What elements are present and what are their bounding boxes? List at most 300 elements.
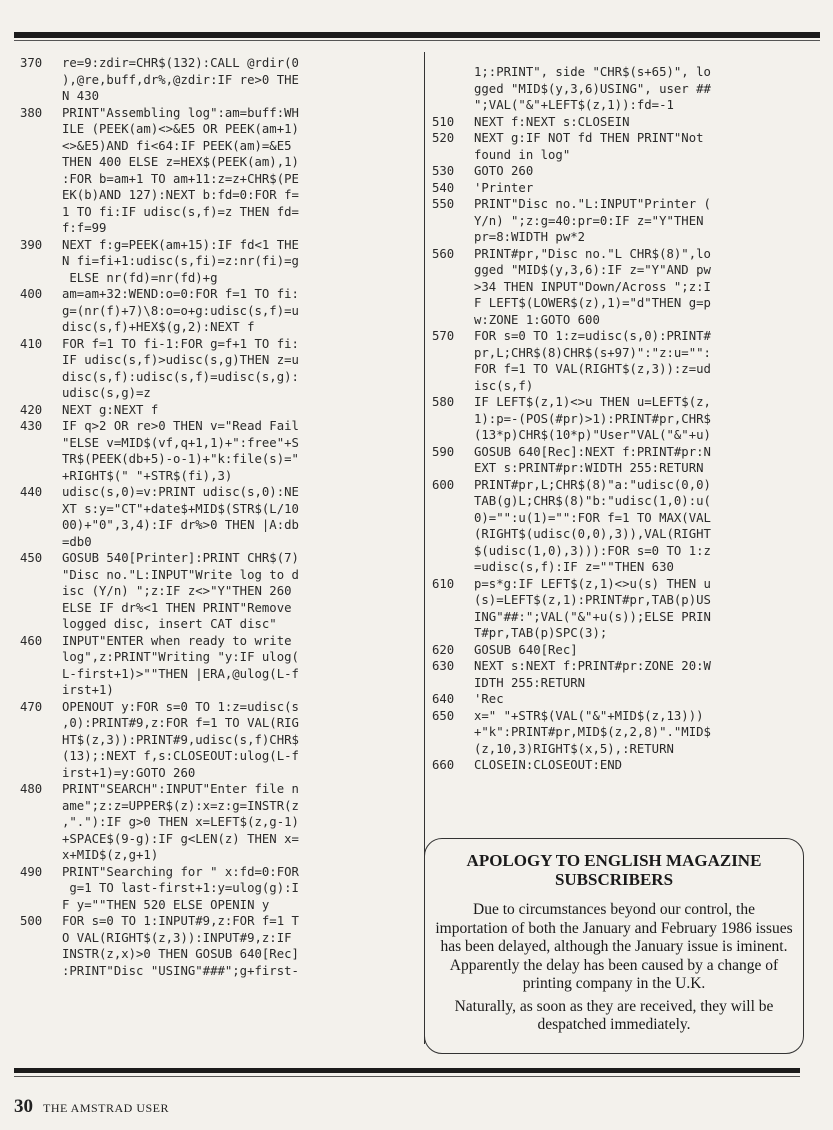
code-text: EK(b)AND 127):NEXT b:fd=0:FOR f= (62, 188, 299, 202)
code-line (432, 510, 824, 527)
code-line (432, 576, 824, 593)
code-text: gged "MID$(y,3,6):IF z="Y"AND pw (474, 263, 711, 277)
line-number: 390 (20, 237, 43, 252)
code-line (20, 534, 416, 551)
line-number (20, 963, 62, 980)
code-text: FOR f=1 TO fi-1:FOR g=f+1 TO fi: (62, 336, 299, 351)
code-line (432, 444, 824, 461)
code-text: ELSE IF dr%<1 THEN PRINT"Remove (62, 600, 292, 615)
line-number (432, 81, 474, 98)
line-number (20, 831, 62, 848)
code-text: TAB(g)L;CHR$(8)"b:"udisc(1,0):u( (474, 494, 711, 508)
code-text: 00)+"0",3,4):IF dr%>0 THEN |A:db (62, 518, 299, 532)
code-text: (13);:NEXT f,s:CLOSEOUT:ulog(L-f (62, 749, 299, 763)
code-text: INPUT"ENTER when ready to write (62, 633, 292, 648)
line-number (20, 171, 62, 188)
code-line (432, 394, 824, 411)
line-number (20, 204, 62, 221)
line-number: 430 (20, 419, 43, 433)
code-line (432, 130, 824, 147)
code-line (20, 319, 416, 336)
code-line (432, 559, 824, 576)
code-line (432, 180, 824, 197)
bottom-rule (14, 1068, 800, 1073)
line-number (20, 517, 62, 534)
code-text: g=(nr(f)+7)\8:o=o+g:udisc(s,f)=u (62, 303, 299, 318)
line-number (20, 451, 62, 468)
code-text: re=9:zdir=CHR$(132):CALL @rdir(0 (62, 56, 299, 70)
line-number: 420 (20, 402, 43, 417)
code-line (432, 345, 824, 362)
code-line (432, 741, 824, 758)
line-number (20, 369, 62, 386)
code-text: isc(s,f) (474, 378, 534, 393)
code-text: =db0 (62, 534, 92, 549)
code-line (432, 708, 824, 725)
line-number (432, 559, 474, 576)
code-line (20, 946, 416, 963)
line-number (432, 97, 474, 114)
top-rule-thin (14, 40, 820, 41)
code-text: PRINT#pr,"Disc no."L CHR$(8)",lo (474, 246, 711, 261)
code-line (20, 517, 416, 534)
code-line (20, 666, 416, 683)
code-line (20, 600, 416, 617)
code-line (20, 930, 416, 947)
line-number (20, 319, 62, 336)
code-line (20, 402, 416, 419)
code-text: FOR s=0 TO 1:INPUT#9,z:FOR f=1 T (62, 914, 299, 928)
code-text: :PRINT"Disc "USING"###";g+first- (62, 963, 299, 978)
code-line (20, 583, 416, 600)
code-text: FOR f=1 TO VAL(RIGHT$(z,3)):z=ud (474, 362, 711, 376)
code-line (432, 147, 824, 164)
notice-paragraph-2: Naturally, as soon as they are received, they will be despatched immediately. (454, 997, 774, 1033)
code-text: IF q>2 OR re>0 THEN v="Read Fail (62, 419, 299, 433)
code-line (432, 279, 824, 296)
line-number: 530 (432, 164, 455, 178)
code-line (20, 567, 416, 584)
code-line (20, 154, 416, 171)
code-text: N 430 (62, 89, 100, 103)
code-text: 1):p=-(POS(#pr)>1):PRINT#pr,CHR$ (474, 411, 711, 426)
line-number (432, 279, 474, 296)
line-number (20, 897, 62, 914)
line-number: 380 (20, 105, 43, 120)
code-line (20, 798, 416, 815)
top-rule (14, 32, 820, 38)
code-line (20, 270, 416, 287)
line-number (432, 592, 474, 609)
code-text: GOTO 260 (474, 164, 534, 178)
line-number (20, 72, 62, 89)
line-number (432, 411, 474, 428)
right-listing-column (432, 64, 824, 774)
code-text: +"k":PRINT#pr,MID$(z,2,8)"."MID$ (474, 725, 711, 739)
code-text: 1;:PRINT", side "CHR$(s+65)", lo (474, 65, 711, 79)
code-line (20, 748, 416, 765)
code-line (20, 649, 416, 666)
code-text: x=" "+STR$(VAL("&"+MID$(z,13))) (474, 708, 704, 723)
code-line (432, 411, 824, 428)
code-line (432, 691, 824, 708)
line-number: 450 (20, 551, 43, 565)
code-text: ,0):PRINT#9,z:FOR f=1 TO VAL(RIG (62, 716, 299, 730)
code-line (432, 625, 824, 642)
code-line (432, 427, 824, 444)
code-text: IF LEFT$(z,1)<>u THEN u=LEFT$(z, (474, 395, 711, 409)
line-number (432, 345, 474, 362)
code-line (20, 336, 416, 353)
code-text: T#pr,TAB(p)SPC(3); (474, 626, 608, 640)
line-number (20, 583, 62, 600)
line-number (20, 880, 62, 897)
code-line (20, 765, 416, 782)
code-line (432, 642, 824, 659)
bottom-rule-thin (14, 1076, 800, 1077)
code-text: L-first+1)>""THEN |ERA,@ulog(L-f (62, 666, 299, 681)
code-line (432, 229, 824, 246)
code-line (432, 724, 824, 741)
code-line (20, 352, 416, 369)
line-number: 500 (20, 914, 43, 928)
code-line (20, 732, 416, 749)
code-text: udisc(s,g)=z (62, 386, 151, 400)
line-number (20, 352, 62, 369)
line-number: 600 (432, 477, 455, 492)
code-text: ILE (PEEK(am)<>&E5 OR PEEK(am+1) (62, 122, 299, 136)
code-text: NEXT g:NEXT f (62, 402, 159, 417)
code-line (432, 312, 824, 329)
line-number (432, 64, 474, 81)
line-number (20, 253, 62, 270)
publication-name: THE AMSTRAD USER (43, 1101, 170, 1115)
line-number (432, 493, 474, 510)
code-text: PRINT"Searching for " x:fd=0:FOR (62, 864, 299, 879)
code-text: PRINT#pr,L;CHR$(8)"a:"udisc(0,0) (474, 477, 711, 492)
line-number (20, 435, 62, 452)
page-footer (14, 1096, 169, 1118)
code-text: EXT s:PRINT#pr:WIDTH 255:RETURN (474, 461, 704, 475)
line-number: 510 (432, 114, 455, 129)
code-line (20, 105, 416, 122)
code-text: NEXT s:NEXT f:PRINT#pr:ZONE 20:W (474, 659, 711, 673)
line-number (20, 798, 62, 815)
code-line (20, 633, 416, 650)
code-line (432, 592, 824, 609)
code-line (20, 237, 416, 254)
code-line (20, 369, 416, 386)
code-line (20, 616, 416, 633)
line-number: 570 (432, 329, 455, 343)
line-number (20, 138, 62, 155)
line-number: 440 (20, 485, 43, 499)
code-text: GOSUB 640[Rec]:NEXT f:PRINT#pr:N (474, 444, 711, 459)
code-text: gged "MID$(y,3,6)USING", user ## (474, 81, 711, 96)
code-line (20, 880, 416, 897)
line-number (20, 121, 62, 138)
code-line (20, 121, 416, 138)
code-text: =udisc(s,f):IF z=""THEN 630 (474, 560, 674, 574)
line-number: 490 (20, 864, 43, 879)
code-text: pr,L;CHR$(8)CHR$(s+97)":"z:u="": (474, 345, 711, 360)
code-text: "ELSE v=MID$(vf,q+1,1)+":free"+S (62, 435, 299, 450)
code-line (432, 196, 824, 213)
code-text: ame";z:z=UPPER$(z):x=z:g=INSTR(z (62, 798, 299, 813)
line-number (20, 814, 62, 831)
code-line (20, 468, 416, 485)
line-number (20, 600, 62, 617)
code-line (20, 253, 416, 270)
line-number (20, 270, 62, 287)
code-text: irst+1)=y:GOTO 260 (62, 765, 196, 780)
code-line (432, 361, 824, 378)
code-text: udisc(s,0)=v:PRINT udisc(s,0):NE (62, 485, 299, 499)
code-line (20, 550, 416, 567)
code-line (432, 81, 824, 98)
line-number (20, 567, 62, 584)
line-number: 460 (20, 633, 43, 648)
code-text: ,"."):IF g>0 THEN x=LEFT$(z,g-1) (62, 815, 299, 829)
line-number (20, 732, 62, 749)
line-number (432, 625, 474, 642)
line-number: 470 (20, 699, 43, 714)
code-text: N fi=fi+1:udisc(s,fi)=z:nr(fi)=g (62, 254, 299, 268)
line-number (432, 460, 474, 477)
code-text: THEN 400 ELSE z=HEX$(PEEK(am),1) (62, 155, 299, 169)
code-text: 'Printer (474, 180, 534, 195)
code-text: 'Rec (474, 692, 504, 706)
line-number (20, 220, 62, 237)
notice-title: APOLOGY TO ENGLISH MAGAZINE SUBSCRIBERS (466, 851, 762, 889)
code-line (20, 451, 416, 468)
line-number (20, 501, 62, 518)
code-text: F LEFT$(LOWER$(z),1)="d"THEN g=p (474, 296, 711, 310)
code-line (20, 171, 416, 188)
code-line (432, 757, 824, 774)
line-number: 520 (432, 131, 455, 145)
code-line (20, 831, 416, 848)
line-number: 580 (432, 395, 455, 409)
code-text: <>&E5)AND fi<64:IF PEEK(am)=&E5 (62, 138, 292, 153)
line-number (20, 930, 62, 947)
line-number (432, 609, 474, 626)
code-line (432, 328, 824, 345)
code-text: ING"##:";VAL("&"+u(s));ELSE PRIN (474, 609, 711, 624)
line-number (20, 946, 62, 963)
line-number (432, 213, 474, 230)
line-number: 640 (432, 692, 455, 706)
code-text: logged disc, insert CAT disc" (62, 617, 277, 631)
line-number: 550 (432, 197, 455, 211)
code-line (432, 526, 824, 543)
notice-paragraph-1: Due to circumstances beyond our control, the importation of both the January and February 1986 issues has been delayed, although the January issue is iminent. Apparently the delay has been caused by a change of printing company in the U.K. (435, 901, 793, 992)
code-text: :FOR b=am+1 TO am+11:z=z+CHR$(PE (62, 171, 299, 186)
code-line (20, 814, 416, 831)
code-line (432, 609, 824, 626)
line-number (432, 262, 474, 279)
code-line (20, 682, 416, 699)
line-number: 400 (20, 287, 43, 301)
line-number (432, 724, 474, 741)
code-text: IDTH 255:RETURN (474, 675, 586, 690)
code-text: (RIGHT$(udisc(0,0),3)),VAL(RIGHT (474, 527, 711, 541)
line-number: 610 (432, 576, 455, 591)
code-text: (s)=LEFT$(z,1):PRINT#pr,TAB(p)US (474, 593, 711, 607)
line-number (20, 616, 62, 633)
line-number (432, 526, 474, 543)
code-text: isc (Y/n) ";z:IF z<>"Y"THEN 260 (62, 584, 292, 598)
code-line (432, 460, 824, 477)
line-number: 540 (432, 180, 455, 195)
code-line (20, 913, 416, 930)
code-line (432, 658, 824, 675)
left-listing-column (20, 55, 416, 979)
code-line (20, 864, 416, 881)
code-text: PRINT"Disc no."L:INPUT"Printer ( (474, 197, 711, 211)
line-number: 650 (432, 708, 455, 723)
code-line (432, 114, 824, 131)
code-line (432, 295, 824, 312)
code-line (20, 138, 416, 155)
code-text: (z,10,3)RIGHT$(x,5),:RETURN (474, 741, 674, 756)
line-number: 560 (432, 246, 455, 261)
code-line (20, 303, 416, 320)
line-number (432, 675, 474, 692)
code-text: NEXT f:g=PEEK(am+15):IF fd<1 THE (62, 237, 299, 252)
code-line (432, 675, 824, 692)
line-number: 480 (20, 782, 43, 796)
code-line (20, 55, 416, 72)
code-line (432, 543, 824, 560)
line-number (432, 510, 474, 527)
line-number (20, 534, 62, 551)
code-line (432, 477, 824, 494)
code-text: 0)="":u(1)="":FOR f=1 TO MAX(VAL (474, 510, 711, 525)
code-text: g=1 TO last-first+1:y=ulog(g):I (62, 881, 299, 895)
code-line (20, 699, 416, 716)
code-line (432, 97, 824, 114)
code-text: CLOSEIN:CLOSEOUT:END (474, 758, 623, 772)
line-number: 410 (20, 336, 43, 351)
code-line (20, 286, 416, 303)
notice-body (435, 901, 793, 1035)
code-text: >34 THEN INPUT"Down/Across ";z:I (474, 279, 711, 294)
line-number (432, 312, 474, 329)
code-line (432, 493, 824, 510)
code-text: found in log" (474, 147, 571, 162)
line-number: 590 (432, 444, 455, 459)
code-text: f:f=99 (62, 221, 107, 235)
code-line (20, 963, 416, 980)
code-line (20, 88, 416, 105)
line-number (20, 385, 62, 402)
code-text: ),@re,buff,dr%,@zdir:IF re>0 THE (62, 72, 299, 87)
code-text: disc(s,f)+HEX$(g,2):NEXT f (62, 320, 255, 334)
line-number (432, 361, 474, 378)
code-line (20, 715, 416, 732)
code-text: Y/n) ";z:g=40:pr=0:IF z="Y"THEN (474, 213, 704, 228)
code-text: INSTR(z,x)>0 THEN GOSUB 640[Rec] (62, 947, 299, 961)
code-text: irst+1) (62, 683, 114, 697)
code-text: NEXT f:NEXT s:CLOSEIN (474, 114, 630, 129)
line-number: 660 (432, 758, 455, 772)
line-number (20, 682, 62, 699)
code-text: log",z:PRINT"Writing "y:IF ulog( (62, 650, 299, 664)
code-line (432, 163, 824, 180)
code-line (20, 484, 416, 501)
code-text: HT$(z,3)):PRINT#9,udisc(s,f)CHR$ (62, 732, 299, 747)
line-number (20, 303, 62, 320)
code-text: am=am+32:WEND:o=0:FOR f=1 TO fi: (62, 287, 299, 301)
code-line (432, 262, 824, 279)
line-number (432, 543, 474, 560)
code-text: ";VAL("&"+LEFT$(z,1)):fd=-1 (474, 98, 674, 112)
line-number (20, 715, 62, 732)
code-text: p=s*g:IF LEFT$(z,1)<>u(s) THEN u (474, 576, 711, 591)
code-line (20, 847, 416, 864)
code-line (20, 187, 416, 204)
line-number (432, 378, 474, 395)
code-line (20, 385, 416, 402)
code-text: XT s:y="CT"+date$+MID$(STR$(L/10 (62, 501, 299, 516)
code-line (432, 213, 824, 230)
code-text: O VAL(RIGHT$(z,3)):INPUT#9,z:IF (62, 930, 292, 945)
code-line (20, 220, 416, 237)
line-number: 370 (20, 56, 43, 70)
apology-notice-box (424, 838, 804, 1054)
code-text: NEXT g:IF NOT fd THEN PRINT"Not (474, 131, 704, 145)
code-text: pr=8:WIDTH pw*2 (474, 230, 586, 244)
line-number (20, 88, 62, 105)
code-line (20, 72, 416, 89)
code-text: FOR s=0 TO 1:z=udisc(s,0):PRINT# (474, 329, 711, 343)
code-text: disc(s,f):udisc(s,f)=udisc(s,g): (62, 369, 299, 384)
code-text: x+MID$(z,g+1) (62, 848, 159, 862)
line-number (20, 154, 62, 171)
code-line (432, 64, 824, 81)
code-text: F y=""THEN 520 ELSE OPENIN y (62, 897, 270, 912)
code-line (20, 781, 416, 798)
code-text: w:ZONE 1:GOTO 600 (474, 312, 600, 327)
line-number (432, 295, 474, 312)
code-line (432, 378, 824, 395)
line-number (20, 666, 62, 683)
code-line (20, 204, 416, 221)
code-text: IF udisc(s,f)>udisc(s,g)THEN z=u (62, 353, 299, 367)
code-line (432, 246, 824, 263)
line-number (20, 649, 62, 666)
code-text: $(udisc(1,0),3))):FOR s=0 TO 1:z (474, 543, 711, 558)
code-text: 1 TO fi:IF udisc(s,f)=z THEN fd= (62, 204, 299, 219)
code-line (20, 418, 416, 435)
code-text: OPENOUT y:FOR s=0 TO 1:z=udisc(s (62, 699, 299, 714)
line-number (20, 468, 62, 485)
code-text: (13*p)CHR$(10*p)"User"VAL("&"+u) (474, 428, 711, 442)
code-line (20, 501, 416, 518)
code-text: GOSUB 540[Printer]:PRINT CHR$(7) (62, 551, 299, 565)
code-text: +RIGHT$(" "+STR$(fi),3) (62, 468, 233, 483)
line-number (20, 847, 62, 864)
line-number (20, 765, 62, 782)
line-number: 620 (432, 642, 455, 657)
code-text: GOSUB 640[Rec] (474, 642, 578, 657)
code-text: "Disc no."L:INPUT"Write log to d (62, 567, 299, 582)
line-number: 630 (432, 659, 455, 673)
line-number (20, 748, 62, 765)
code-line (20, 897, 416, 914)
code-text: PRINT"Assembling log":am=buff:WH (62, 105, 299, 120)
